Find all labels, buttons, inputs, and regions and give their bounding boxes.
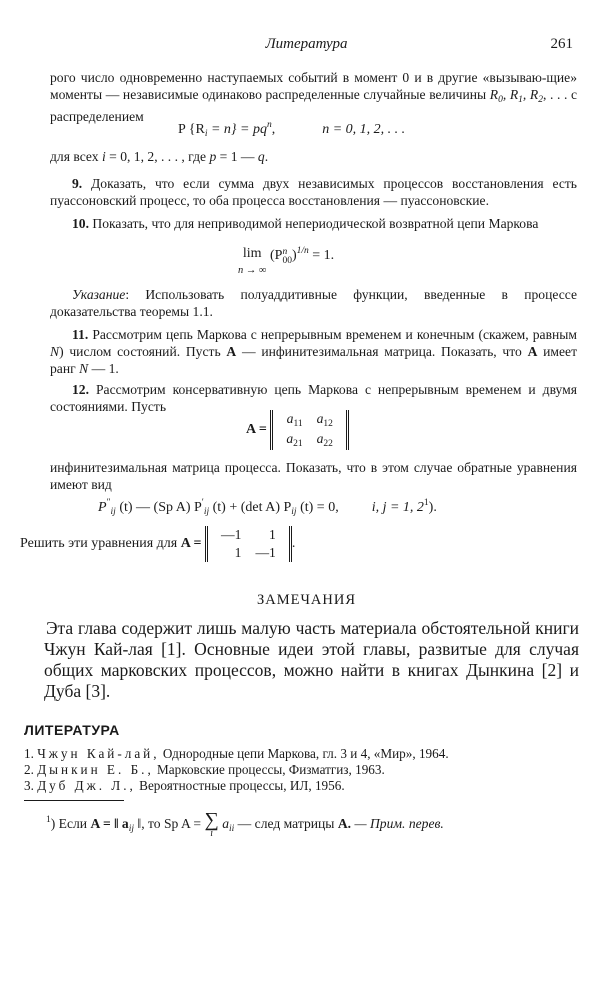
exercise-text: Доказать, что если сумма двух независимых процессов восстановления есть пуассоновский процесс, то оба процесса восстановления — пуассоновские.	[50, 176, 577, 208]
running-title: Литература	[265, 36, 348, 52]
footnote-text: A = ‖ a	[90, 816, 129, 831]
limit-body: (P	[270, 248, 283, 263]
hint	[50, 287, 577, 321]
forall-text: = 0, 1, 2, . . . , где	[109, 149, 207, 164]
intro-text: рого число одновременно наступаемых событий в момент 0 и в другие «вызываю-щие» моменты — независимые одинаково распределенные случайные величины	[50, 70, 577, 102]
reference-author: Чжун Кай-лай,	[37, 746, 160, 761]
matrix-index: 21	[293, 439, 303, 449]
matrix-entry: 1	[234, 545, 242, 560]
exercise-text: — 1.	[91, 360, 119, 376]
footnote-mark: 1	[46, 815, 51, 825]
matrix-entry: —1	[255, 545, 276, 560]
intro-text-tail: , . . . с распределением	[50, 86, 577, 124]
limit-lim: lim	[242, 246, 262, 261]
footnote-text: — след матрицы	[237, 816, 335, 831]
page-number: 261	[550, 36, 573, 52]
exercise-10	[50, 216, 577, 233]
reference-number: 3.	[24, 778, 34, 793]
exercise-text: ) числом состояний. Пусть	[59, 343, 221, 359]
paragraph-text: инфинитезимальная матрица процесса. Показать, что в этом случае обратные уравнения имеют вид	[50, 460, 577, 492]
limit-under: n → ∞	[238, 265, 267, 276]
limit-formula: lim n → ∞ (Pn 00)$^{1/n}$ = 1.	[238, 246, 335, 276]
formula-part: P {R	[178, 122, 205, 137]
exercise-number: 9.	[72, 176, 83, 191]
forall-line: для всех i = 0, 1, 2, . . . , где p = 1 — q.	[50, 149, 269, 164]
hint-label: Указание	[72, 287, 126, 302]
footnote-text: A.	[337, 816, 352, 831]
matrix-brackets	[270, 410, 349, 450]
eq-part: (t) — (Sp A) P	[119, 500, 202, 515]
reference-item	[24, 746, 584, 762]
matrix-lhs: A =	[246, 422, 267, 438]
matrix-entry: 1	[269, 527, 276, 542]
matrix-entry: a	[316, 431, 324, 446]
solve-line	[20, 526, 295, 562]
reference-rest: Марковские процессы, Физматгиз, 1963.	[157, 762, 385, 777]
running-header	[0, 36, 613, 56]
solve-matrix	[205, 526, 292, 562]
matrix-entry: a	[286, 411, 294, 426]
reference-rest: Однородные цепи Маркова, гл. 3 и 4, «Мир», 1964.	[162, 746, 449, 761]
limit-rhs: = 1.	[312, 248, 335, 263]
exercise-number: 11.	[72, 327, 89, 342]
matrix-A	[246, 410, 349, 450]
reference-item	[24, 762, 584, 778]
footnote-text: a	[222, 816, 229, 831]
exercise-text: Рассмотрим консервативную цепь Маркова с непрерывным временем и двумя состояниями. Пусть	[50, 382, 577, 414]
footnote-text: ) Если	[50, 816, 88, 831]
exercise-number: 10.	[72, 216, 89, 231]
intro-paragraph: рого число одновременно наступаемых событий в момент 0 и в другие «вызываю-щие» моменты — независимые одинаково распределенные случайные величины $R_0$, $R_1$, $R_2$, . . . с распределением	[50, 70, 577, 124]
remarks-title: ЗАМЕЧАНИЯ	[257, 592, 356, 608]
formula-part: n = 0, 1, 2, . . .	[322, 122, 406, 137]
footnote-rule	[24, 800, 124, 801]
reference-list	[24, 746, 584, 794]
reference-rest: Вероятностные процессы, ИЛ, 1956.	[139, 778, 345, 793]
exercise-text: Показать, что для неприводимой непериодической возвратной цепи Маркова	[92, 216, 539, 231]
sum-sign: ∑	[204, 809, 219, 831]
after-matrix-paragraph	[50, 460, 577, 494]
limit-exponent: 1/n	[296, 246, 309, 256]
eq-part: (t) + (det A) P	[212, 500, 292, 515]
distribution-formula: P $\{R_i = n\} = pq^n$, n = 0, 1, 2, . . .	[178, 120, 406, 139]
eq-part: i, j = 1, 2	[371, 500, 424, 515]
solve-end: .	[291, 536, 296, 552]
reference-number: 1.	[24, 746, 34, 761]
exercise-text: имеет ранг	[50, 343, 578, 376]
eq-part: ).	[428, 500, 437, 515]
footnote: $^1$) Если A = ‖ $a_{ij}$ ‖, то Sp A = ∑ i $a_{ii}$ — след матрицы A. — Прим. перев.	[46, 809, 444, 839]
matrix-entry: a	[316, 411, 324, 426]
exercise-11: 11. Рассмотрим цепь Маркова с непрерывным временем и конечным (скажем, равным N) числом состояний. Пусть A — инфинитезимальная матрица. Показать, что A имеет ранг N — 1.	[50, 327, 578, 376]
forall-text: = 1 —	[219, 149, 255, 164]
exercise-number: 12.	[72, 382, 89, 397]
forall-text: для всех	[50, 149, 99, 164]
matrix-index: 11	[293, 419, 303, 429]
matrix-index: 22	[323, 439, 333, 449]
hint-text: : Использовать полуаддитивные функции, введенные в процессе доказательства теоремы 1.1.	[50, 287, 577, 319]
footnote-marker: 1	[423, 498, 429, 508]
exercise-9	[50, 176, 577, 210]
solve-lhs: A =	[180, 536, 202, 552]
matrix-entry: —1	[221, 527, 242, 542]
exercise-text: Рассмотрим цепь Маркова с непрерывным временем и конечным (скажем, равным	[92, 327, 577, 342]
footnote-text: — Прим. перев.	[354, 816, 444, 831]
eq-part: P	[98, 500, 107, 515]
matrix-index: 12	[323, 419, 333, 429]
eq-part: (t) = 0,	[300, 500, 339, 515]
footnote-text: ‖, то Sp A =	[137, 816, 202, 831]
matrix-entry: a	[286, 431, 294, 446]
exercise-text: — инфинитезимальная матрица. Показать, что	[241, 343, 522, 359]
solve-text: Решить эти уравнения для	[20, 536, 178, 552]
reference-item	[24, 778, 584, 794]
reference-author: Дуб Дж. Л.,	[37, 778, 136, 793]
remarks-text: Эта глава содержит лишь малую часть материала обстоятельной книги Чжун Кай-лая [1]. Основные идеи этой главы, развитые для случая общих марковских процессов, можно найти в книгах Дынкина [2] и Дуба [3].	[44, 618, 579, 701]
reference-author: Дынкин Е. Б.,	[37, 762, 154, 777]
literature-title: ЛИТЕРАТУРА	[24, 722, 120, 738]
formula-part: = n} = pq	[207, 122, 267, 137]
backward-equations: $P''_{ij}$ (t) — (Sp A) $P'_{ij}$ (t) + (det A) $P_{ij}$ (t) = 0, i, j = 1, $2^1$).	[98, 498, 437, 517]
reference-number: 2.	[24, 762, 34, 777]
